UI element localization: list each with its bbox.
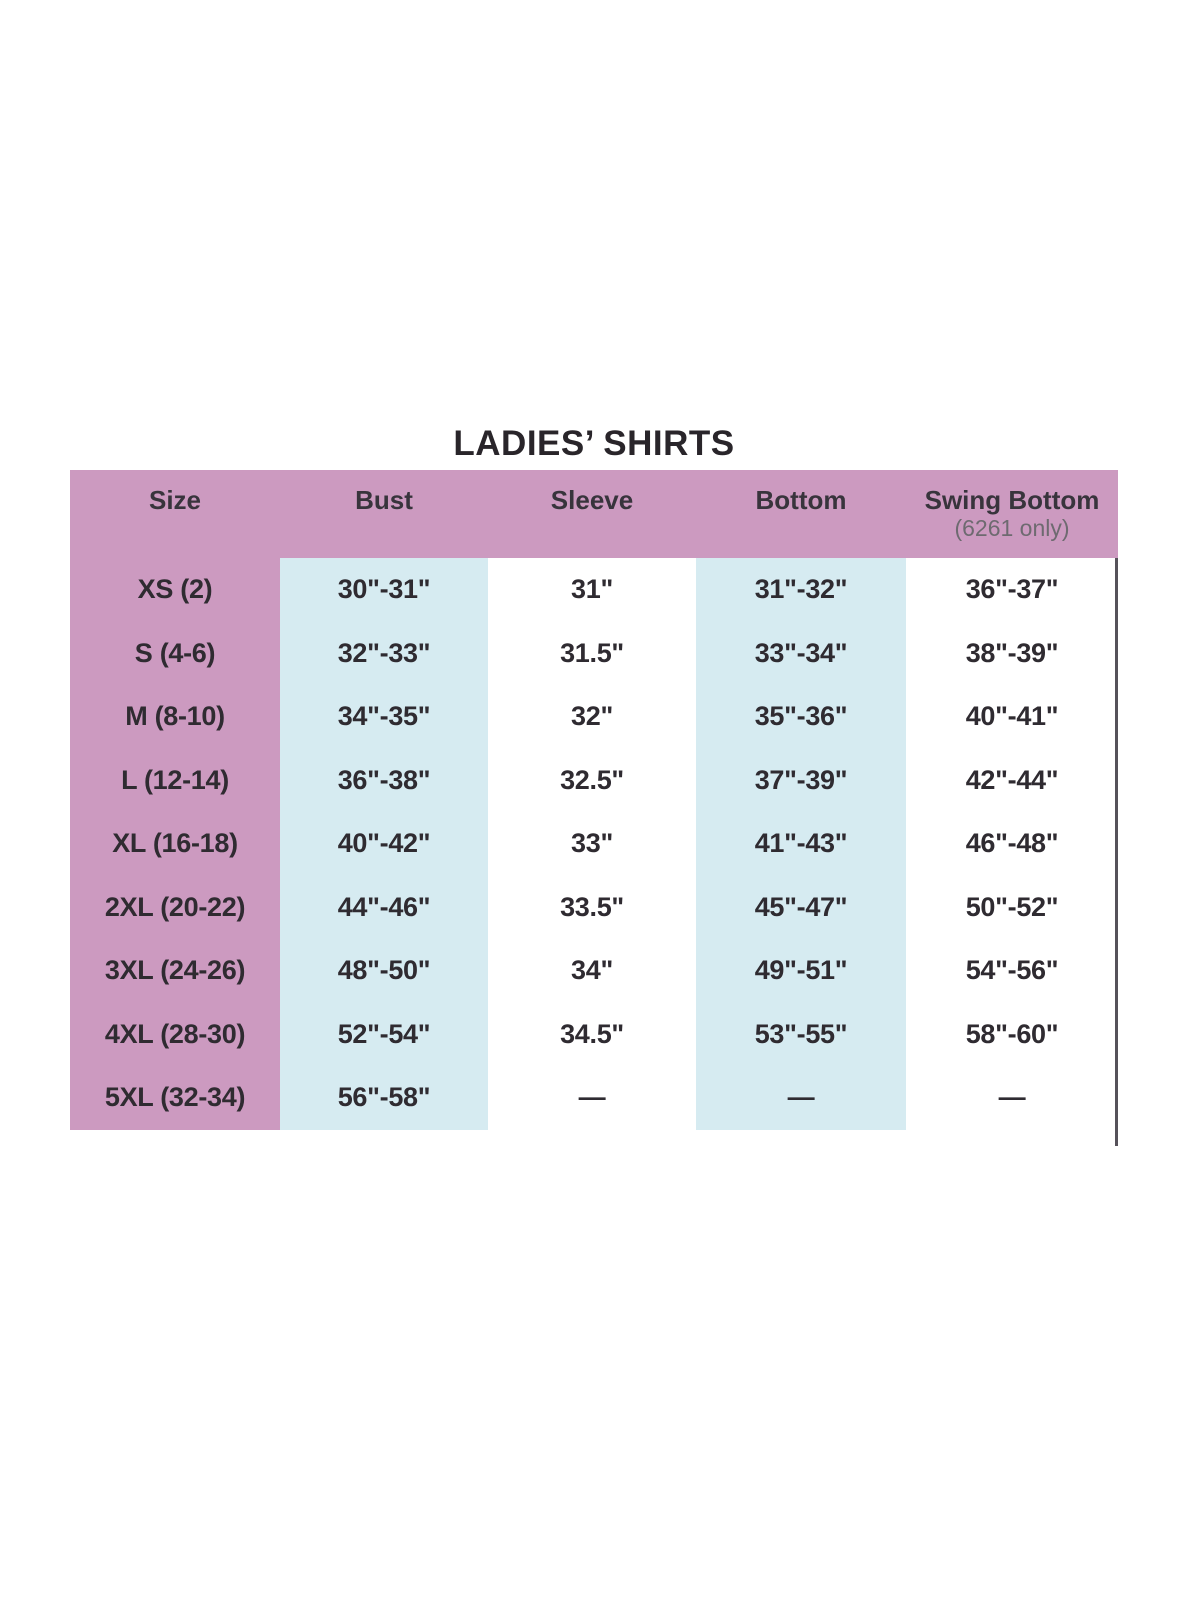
- table-row-2xl: [70, 876, 1118, 940]
- swing-bottom-cell: 42"-44": [906, 749, 1118, 813]
- sleeve-cell: 34": [488, 939, 696, 1003]
- swing-bottom-cell: —: [906, 1066, 1118, 1130]
- swing-bottom-cell: 40"-41": [906, 685, 1118, 749]
- column-header-size: Size: [148, 485, 202, 515]
- bottom-cell: 37"-39": [696, 749, 906, 813]
- bust-cell: 48"-50": [280, 939, 488, 1003]
- bottom-cell: —: [696, 1066, 906, 1130]
- table-row-4xl: [70, 1003, 1118, 1067]
- column-header-bust: Bust: [355, 485, 413, 515]
- size-cell: L (12-14): [70, 749, 280, 813]
- sleeve-cell: —: [488, 1066, 696, 1130]
- size-cell: XS (2): [70, 558, 280, 622]
- bust-cell: 30"-31": [280, 558, 488, 622]
- swing-bottom-cell: 54"-56": [906, 939, 1118, 1003]
- sleeve-cell: 31": [488, 558, 696, 622]
- table-body: [70, 558, 1118, 1130]
- swing-bottom-sublabel: (6261 only): [954, 515, 1070, 541]
- swing-bottom-cell: 36"-37": [906, 558, 1118, 622]
- sleeve-cell: 32": [488, 685, 696, 749]
- size-cell: S (4-6): [70, 622, 280, 686]
- bottom-cell: 35"-36": [696, 685, 906, 749]
- bust-cell: 32"-33": [280, 622, 488, 686]
- table-row-3xl: [70, 939, 1118, 1003]
- swing-bottom-cell: 38"-39": [906, 622, 1118, 686]
- size-cell: 5XL (32-34): [70, 1066, 280, 1130]
- bust-cell: 52"-54": [280, 1003, 488, 1067]
- column-header-swing-bottom: [906, 470, 1118, 558]
- column-header-bottom: Bottom: [755, 485, 847, 515]
- bottom-cell: 31"-32": [696, 558, 906, 622]
- size-cell: 2XL (20-22): [70, 876, 280, 940]
- sleeve-cell: 34.5": [488, 1003, 696, 1067]
- table-row-5xl: [70, 1066, 1118, 1130]
- table-right-border-line: [1115, 558, 1118, 1146]
- size-chart-table: [70, 470, 1118, 1130]
- sleeve-cell: 32.5": [488, 749, 696, 813]
- table-row-l: [70, 749, 1118, 813]
- swing-bottom-cell: 50"-52": [906, 876, 1118, 940]
- table-row-xl: [70, 812, 1118, 876]
- bottom-cell: 53"-55": [696, 1003, 906, 1067]
- size-cell: M (8-10): [70, 685, 280, 749]
- table-row-m: [70, 685, 1118, 749]
- size-cell: 3XL (24-26): [70, 939, 280, 1003]
- column-header-sleeve: Sleeve: [550, 485, 634, 515]
- page-title: LADIES’ SHIRTS: [453, 424, 735, 463]
- swing-bottom-cell: 58"-60": [906, 1003, 1118, 1067]
- swing-bottom-cell: 46"-48": [906, 812, 1118, 876]
- table-row-xs: [70, 558, 1118, 622]
- bottom-cell: 45"-47": [696, 876, 906, 940]
- bust-cell: 44"-46": [280, 876, 488, 940]
- bottom-cell: 33"-34": [696, 622, 906, 686]
- bust-cell: 40"-42": [280, 812, 488, 876]
- bust-cell: 56"-58": [280, 1066, 488, 1130]
- table-row-s: [70, 622, 1118, 686]
- bottom-cell: 41"-43": [696, 812, 906, 876]
- size-cell: 4XL (28-30): [70, 1003, 280, 1067]
- sleeve-cell: 33": [488, 812, 696, 876]
- bust-cell: 34"-35": [280, 685, 488, 749]
- swing-bottom-label: Swing Bottom: [924, 485, 1100, 515]
- table-header-row: [70, 470, 1118, 558]
- sleeve-cell: 31.5": [488, 622, 696, 686]
- bust-cell: 36"-38": [280, 749, 488, 813]
- size-cell: XL (16-18): [70, 812, 280, 876]
- sleeve-cell: 33.5": [488, 876, 696, 940]
- bottom-cell: 49"-51": [696, 939, 906, 1003]
